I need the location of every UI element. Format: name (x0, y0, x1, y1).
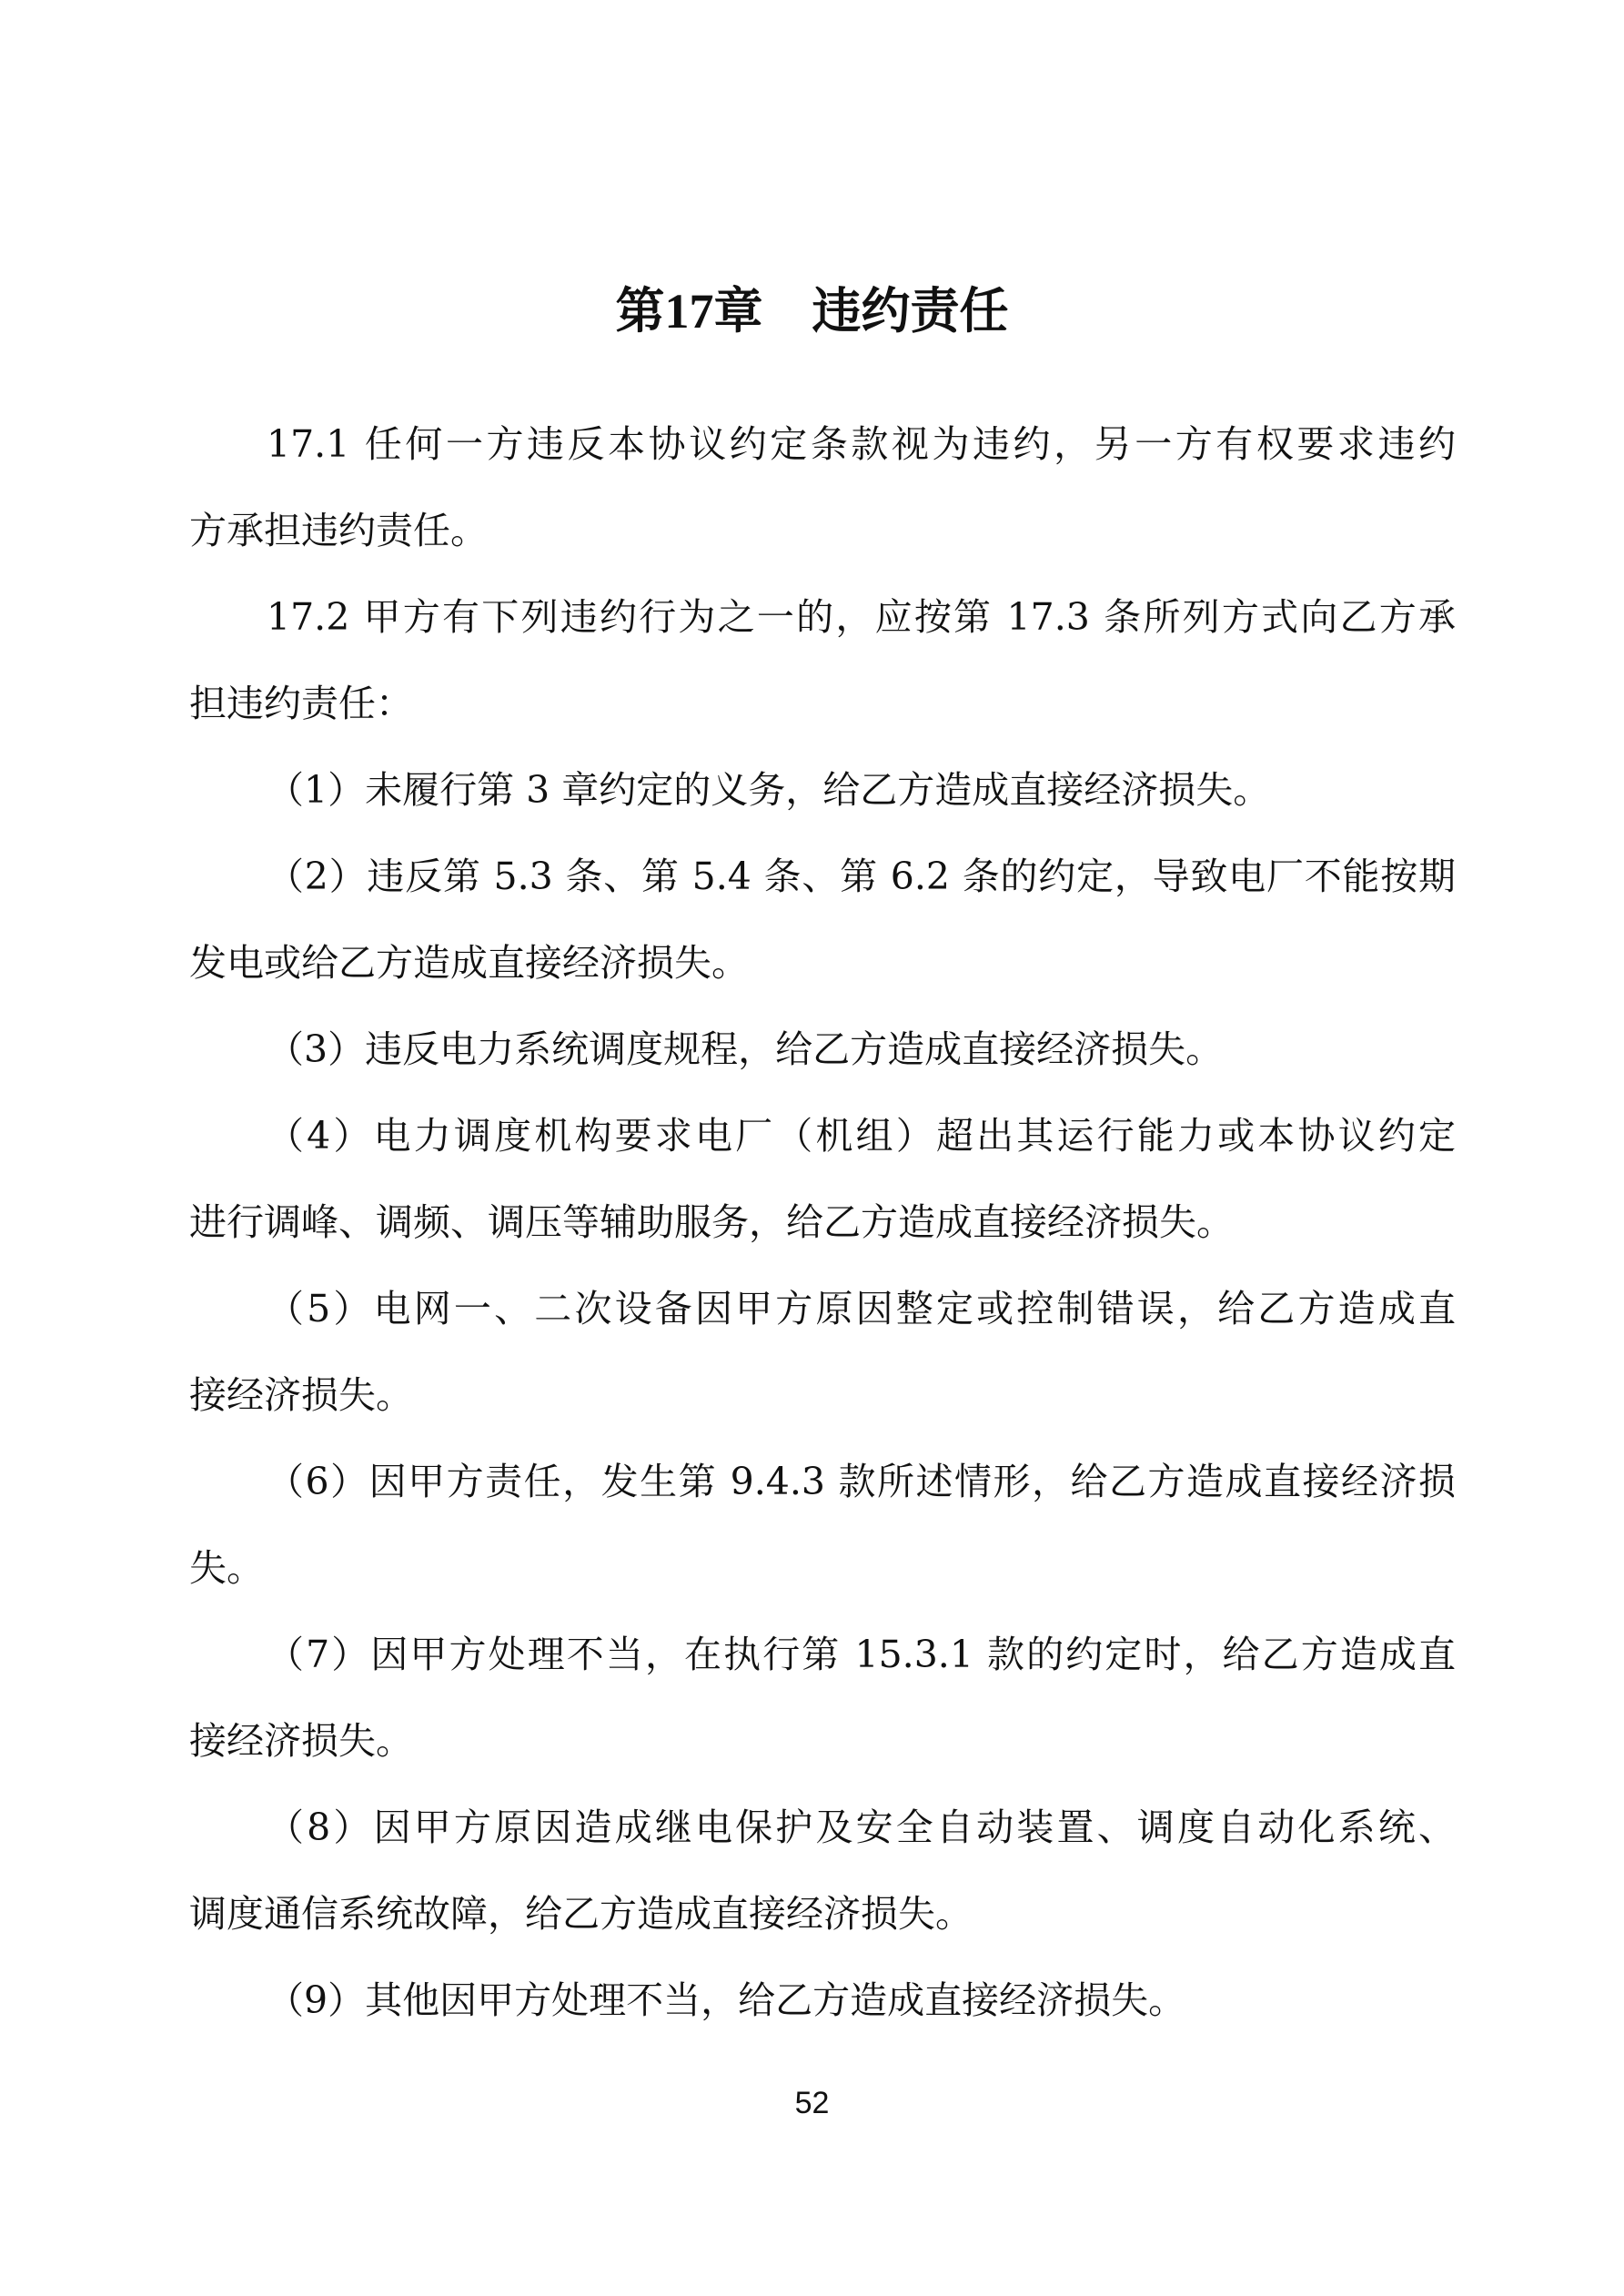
list-item-7-a: （7）因甲方处理不当，在执行第 15.3.1 款的约定时，给乙方造成直 (267, 1633, 1456, 1676)
chapter-title-prefix: 第 (615, 282, 665, 339)
list-item-4-b: 进行调峰、调频、调压等辅助服务，给乙方造成直接经济损失。 (189, 1200, 1234, 1244)
paragraph-line-17-2-b: 担违约责任： (189, 682, 413, 725)
page-number: 52 (794, 2086, 830, 2120)
list-item-7-b: 接经济损失。 (189, 1719, 413, 1763)
chapter-title (0, 275, 1624, 348)
list-item-8-b: 调度通信系统故障，给乙方造成直接经济损失。 (189, 1892, 973, 1936)
list-item-2-a: （2）违反第 5.3 条、第 5.4 条、第 6.2 条的约定，导致电厂不能按期 (267, 855, 1456, 898)
chapter-title-suffix: 章 违约责任 (713, 282, 1009, 339)
list-item-5-a: （5）电网一、二次设备因甲方原因整定或控制错误，给乙方造成直 (267, 1287, 1456, 1330)
list-item-5-b: 接经济损失。 (189, 1373, 413, 1417)
paragraph-line-17-1-a: 17.1 任何一方违反本协议约定条款视为违约，另一方有权要求违约 (267, 422, 1456, 466)
list-item-4-a: （4）电力调度机构要求电厂（机组）超出其运行能力或本协议约定 (267, 1114, 1456, 1158)
paragraph-line-17-1-b: 方承担违约责任。 (189, 509, 488, 552)
list-item-3: （3）违反电力系统调度规程，给乙方造成直接经济损失。 (267, 1027, 1224, 1071)
chapter-number: 17 (664, 284, 714, 339)
list-item-2-b: 发电或给乙方造成直接经济损失。 (189, 941, 749, 985)
list-item-6-b: 失。 (189, 1546, 264, 1590)
list-item-1: （1）未履行第 3 章约定的义务，给乙方造成直接经济损失。 (267, 768, 1271, 812)
list-item-6-a: （6）因甲方责任，发生第 9.4.3 款所述情形，给乙方造成直接经济损 (267, 1460, 1456, 1503)
list-item-9: （9）其他因甲方处理不当，给乙方造成直接经济损失。 (267, 1978, 1186, 2022)
list-item-8-a: （8）因甲方原因造成继电保护及安全自动装置、调度自动化系统、 (267, 1805, 1456, 1849)
paragraph-line-17-2-a: 17.2 甲方有下列违约行为之一的，应按第 17.3 条所列方式向乙方承 (267, 595, 1456, 639)
